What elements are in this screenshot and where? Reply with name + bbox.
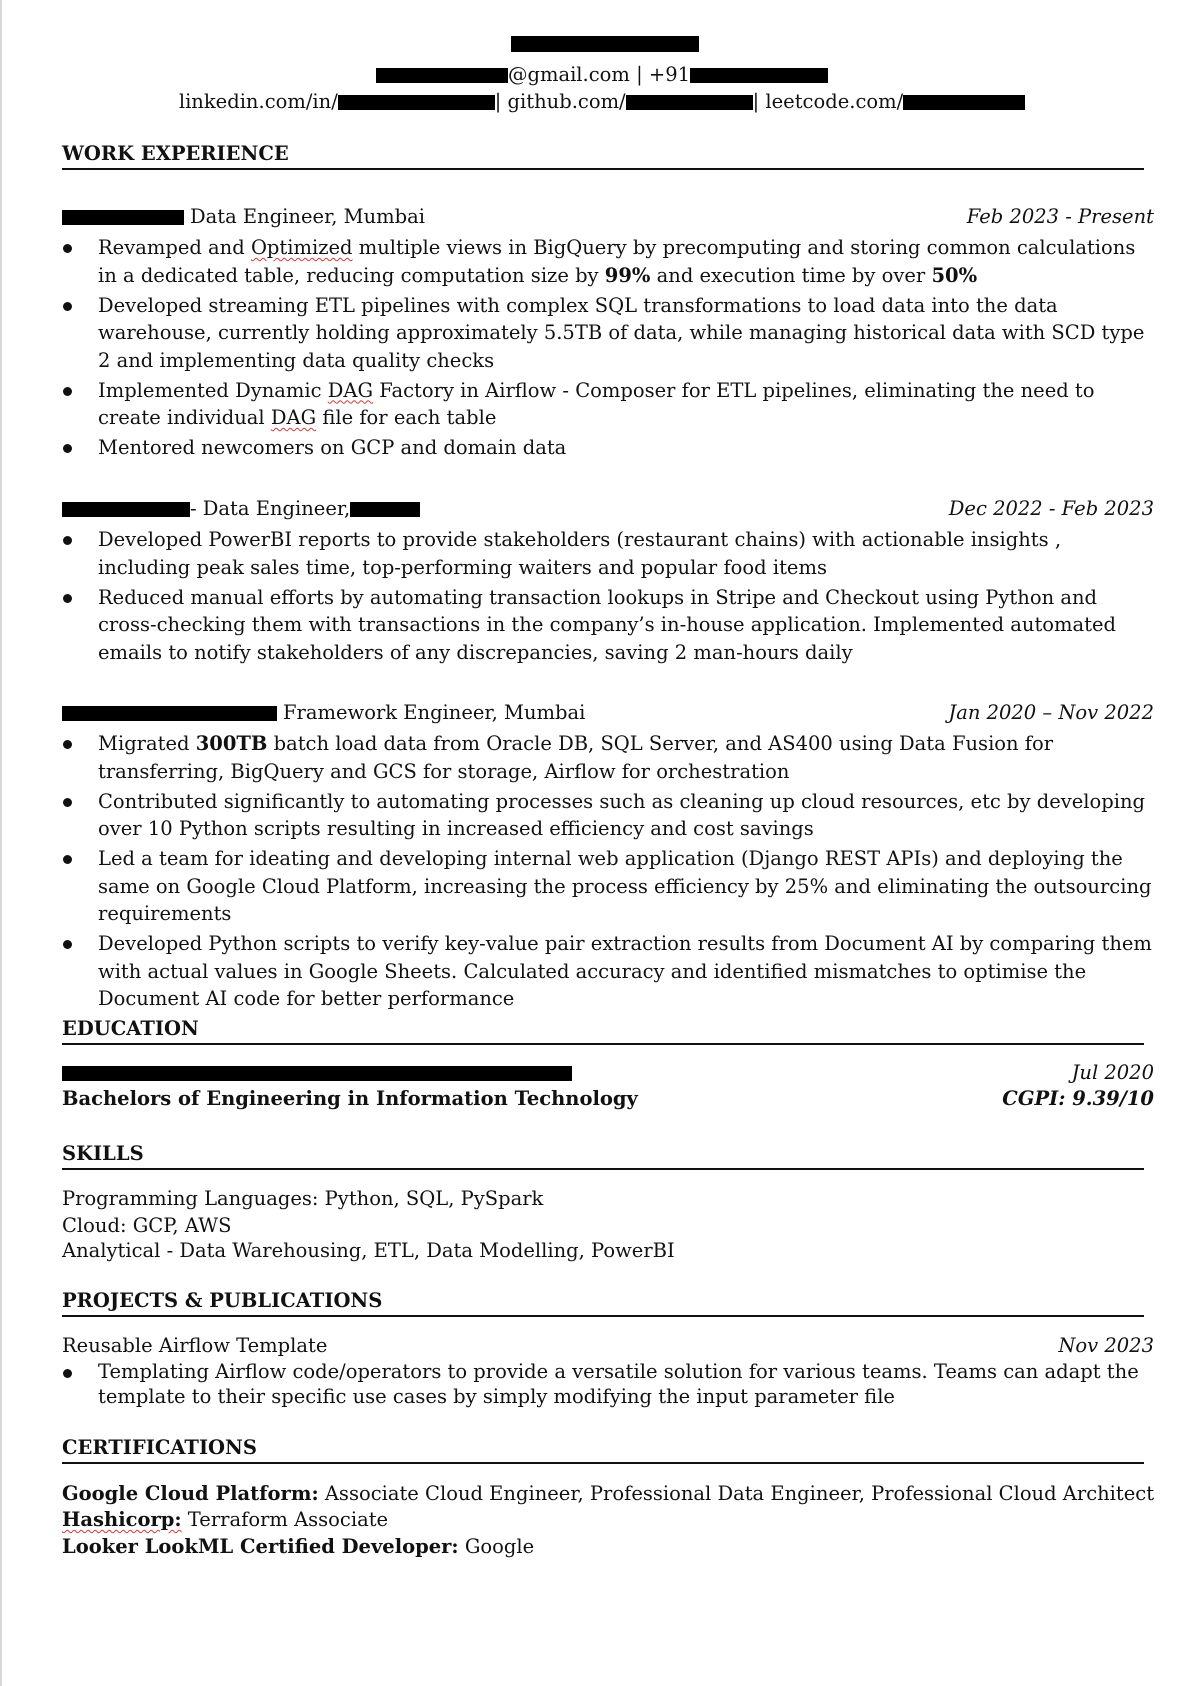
project-1-header	[62, 1334, 1154, 1358]
redacted-leetcode	[903, 95, 1025, 110]
redacted-linkedin	[338, 95, 495, 110]
job-2-bullets	[62, 526, 1154, 669]
job-1-bullets	[62, 234, 1154, 464]
job-2-title: - Data Engineer,	[190, 497, 351, 520]
education-cgpi: CGPI: 9.39/10	[1002, 1087, 1154, 1110]
education-degree: Bachelors of Engineering in Information Technology	[62, 1087, 638, 1110]
bullet-icon	[63, 940, 72, 949]
redacted-company	[62, 502, 190, 517]
bullet-icon	[63, 798, 72, 807]
skill-line: Programming Languages: Python, SQL, PySpark	[62, 1187, 544, 1210]
job-3-bullets	[62, 730, 1154, 1015]
section-education: EDUCATION	[62, 1018, 1144, 1045]
bullet-icon	[63, 1369, 72, 1378]
links-line	[2, 90, 1200, 113]
job-2-header	[62, 497, 1154, 521]
list-item: Mentored newcomers on GCP and domain data	[62, 434, 1154, 462]
bullet-icon	[63, 244, 72, 253]
bullet-icon	[63, 536, 72, 545]
bullet-icon	[63, 387, 72, 396]
list-item: Contributed significantly to automating processes such as cleaning up cloud resources, etc by developing over 10 Python scripts resulting in increased efficiency and cost savings	[62, 788, 1154, 843]
bullet-icon	[63, 740, 72, 749]
redacted-company	[62, 706, 277, 721]
list-item: Led a team for ideating and developing internal web application (Django REST APIs) and deploying the same on Google Cloud Platform, increasing the process efficiency by 25% and eliminating the outsourcing requirements	[62, 845, 1154, 928]
list-item: Developed PowerBI reports to provide stakeholders (restaurant chains) with actionable insights , including peak sales time, top-performing waiters and popular food items	[62, 526, 1154, 581]
skill-line: Cloud: GCP, AWS	[62, 1214, 232, 1237]
bullet-icon	[63, 444, 72, 453]
redacted-company	[62, 210, 184, 225]
project-1-title: Reusable Airflow Template	[62, 1334, 328, 1357]
project-1-bullets	[62, 1359, 1154, 1412]
cert-line: Hashicorp: Terraform Associate	[62, 1508, 389, 1531]
education-row-2	[62, 1087, 1154, 1111]
bullet-icon	[63, 594, 72, 603]
bullet-icon	[63, 855, 72, 864]
project-1-date: Nov 2023	[1058, 1334, 1154, 1357]
leetcode-link[interactable]: | leetcode.com/	[752, 90, 904, 113]
redacted-phone	[690, 68, 828, 83]
redacted-location	[350, 502, 420, 517]
email-phone: @gmail.com | +91	[507, 63, 691, 86]
cert-line: Looker LookML Certified Developer: Google	[62, 1535, 535, 1558]
list-item: Revamped and Optimized multiple views in BigQuery by precomputing and storing common calculations in a dedicated table, reducing computation size by 99% and execution time by over 50%	[62, 234, 1154, 289]
contact-line	[2, 63, 1200, 86]
list-item: Reduced manual efforts by automating transaction lookups in Stripe and Checkout using Python and cross-checking them with transactions in the company’s in-house application. Implemented automated emails to notify stakeholders of any discrepancies, saving 2 man-hours daily	[62, 584, 1154, 667]
section-projects: PROJECTS & PUBLICATIONS	[62, 1290, 1144, 1317]
list-item: Developed Python scripts to verify key-value pair extraction results from Document AI by comparing them with actual values in Google Sheets. Calculated accuracy and identified mismatches to optimise the Document AI code for better performance	[62, 930, 1154, 1013]
job-3-date: Jan 2020 – Nov 2022	[948, 701, 1154, 724]
redacted-institute	[62, 1066, 572, 1081]
education-date: Jul 2020	[1071, 1061, 1154, 1084]
list-item: Templating Airflow code/operators to provide a versatile solution for various teams. Teams can adapt the template to their specific use cases by simply modifying the input parameter file	[62, 1359, 1154, 1409]
redacted-github	[626, 95, 753, 110]
redacted-name	[511, 36, 699, 52]
redacted-email	[376, 68, 508, 83]
skill-line: Analytical - Data Warehousing, ETL, Data Modelling, PowerBI	[62, 1239, 675, 1262]
linkedin-link[interactable]: linkedin.com/in/	[178, 90, 338, 113]
job-1-header	[62, 205, 1154, 229]
job-2-date: Dec 2022 - Feb 2023	[948, 497, 1154, 520]
job-1-title: Data Engineer, Mumbai	[190, 205, 426, 228]
education-row-1	[62, 1061, 1154, 1085]
list-item: Migrated 300TB batch load data from Oracle DB, SQL Server, and AS400 using Data Fusion for transferring, BigQuery and GCS for storage, Airflow for orchestration	[62, 730, 1154, 785]
bullet-icon	[63, 302, 72, 311]
github-link[interactable]: | github.com/	[494, 90, 626, 113]
job-3-title: Framework Engineer, Mumbai	[283, 701, 586, 724]
section-certifications: CERTIFICATIONS	[62, 1437, 1144, 1464]
list-item: Implemented Dynamic DAG Factory in Airflow - Composer for ETL pipelines, eliminating the need to create individual DAG file for each table	[62, 377, 1154, 432]
cert-line: Google Cloud Platform: Associate Cloud Engineer, Professional Data Engineer, Professional Cloud Architect	[62, 1482, 1155, 1505]
section-skills: SKILLS	[62, 1143, 1144, 1170]
job-3-header	[62, 701, 1154, 725]
list-item: Developed streaming ETL pipelines with complex SQL transformations to load data into the data warehouse, currently holding approximately 5.5TB of data, while managing historical data with SCD type 2 and implementing data quality checks	[62, 292, 1154, 375]
section-work-experience: WORK EXPERIENCE	[62, 143, 1144, 170]
job-1-date: Feb 2023 - Present	[966, 205, 1154, 228]
